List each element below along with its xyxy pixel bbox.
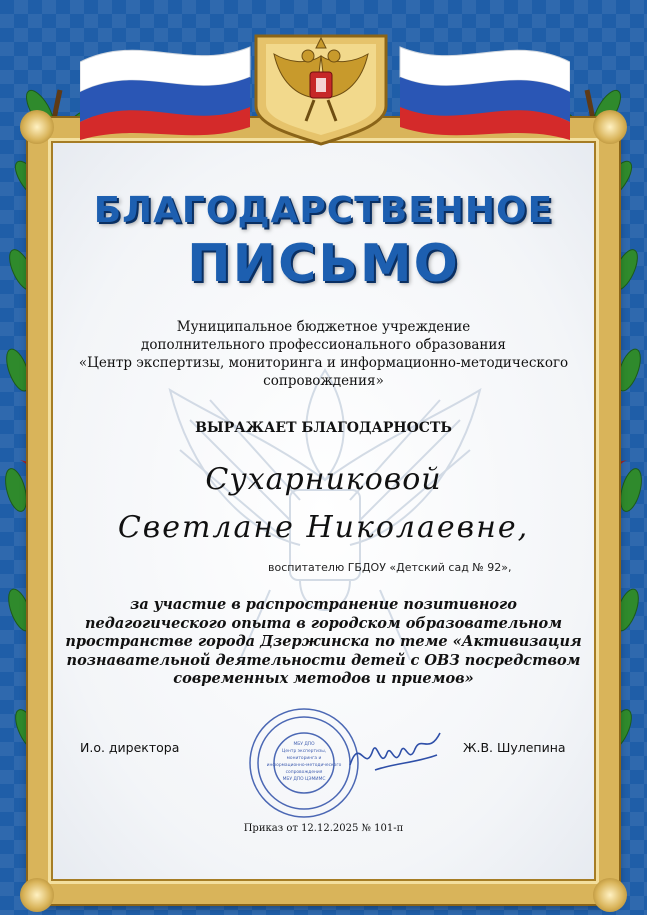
- recipient-role: воспитателю ГБДОУ «Детский сад № 92»,: [268, 561, 512, 574]
- frame-corner-ornament: [20, 878, 54, 912]
- frame-corner-ornament: [593, 878, 627, 912]
- handwritten-signature-icon: [345, 725, 445, 785]
- recipient-surname: Сухарниковой: [205, 462, 442, 497]
- organization-line: дополнительного профессионального образования: [141, 337, 506, 353]
- organization-line: Муниципальное бюджетное учреждение: [176, 319, 471, 335]
- reason-line: современных методов и приемов»: [173, 670, 474, 687]
- stamp-text: МБУ ДПО: [293, 742, 315, 747]
- recipient-given-name: Светлане Николаевне,: [117, 510, 530, 545]
- stamp-text: информационно-методического: [266, 763, 342, 768]
- title-line-2: ПИСЬМО: [187, 234, 460, 294]
- organization-name: [0, 318, 647, 390]
- stamp-text: Центр экспертизы,: [281, 749, 327, 754]
- thanks-heading: ВЫРАЖАЕТ БЛАГОДАРНОСТЬ: [195, 420, 452, 436]
- organization-line: сопровождения»: [263, 373, 384, 389]
- signatory-title: И.о. директора: [80, 740, 180, 755]
- coat-of-arms-emblem-icon: [246, 26, 396, 146]
- reason-line: педагогического опыта в городском образовательном: [84, 614, 563, 632]
- round-stamp-icon: [248, 707, 360, 819]
- reason-line: познавательной деятельности детей с ОВЗ посредством: [66, 651, 581, 669]
- frame-corner-ornament: [593, 110, 627, 144]
- award-reason: [0, 596, 647, 689]
- stamp-text: МБУ ДПО ЦЭМИМС: [282, 777, 326, 782]
- signatory-name: Ж.В. Шулепина: [463, 740, 566, 755]
- order-reference: Приказ от 12.12.2025 № 101-п: [243, 823, 404, 834]
- frame-corner-ornament: [20, 110, 54, 144]
- reason-line: пространстве города Дзержинска по теме «Активизация: [65, 633, 582, 650]
- title-line-1: БЛАГОДАРСТВЕННОЕ: [93, 190, 554, 231]
- organization-line: «Центр экспертизы, мониторинга и информационно-методического: [78, 355, 569, 371]
- reason-line: за участие в распространение позитивного: [130, 596, 517, 613]
- stamp-text: сопровождения: [285, 770, 323, 775]
- stamp-text: мониторинга и: [286, 756, 322, 761]
